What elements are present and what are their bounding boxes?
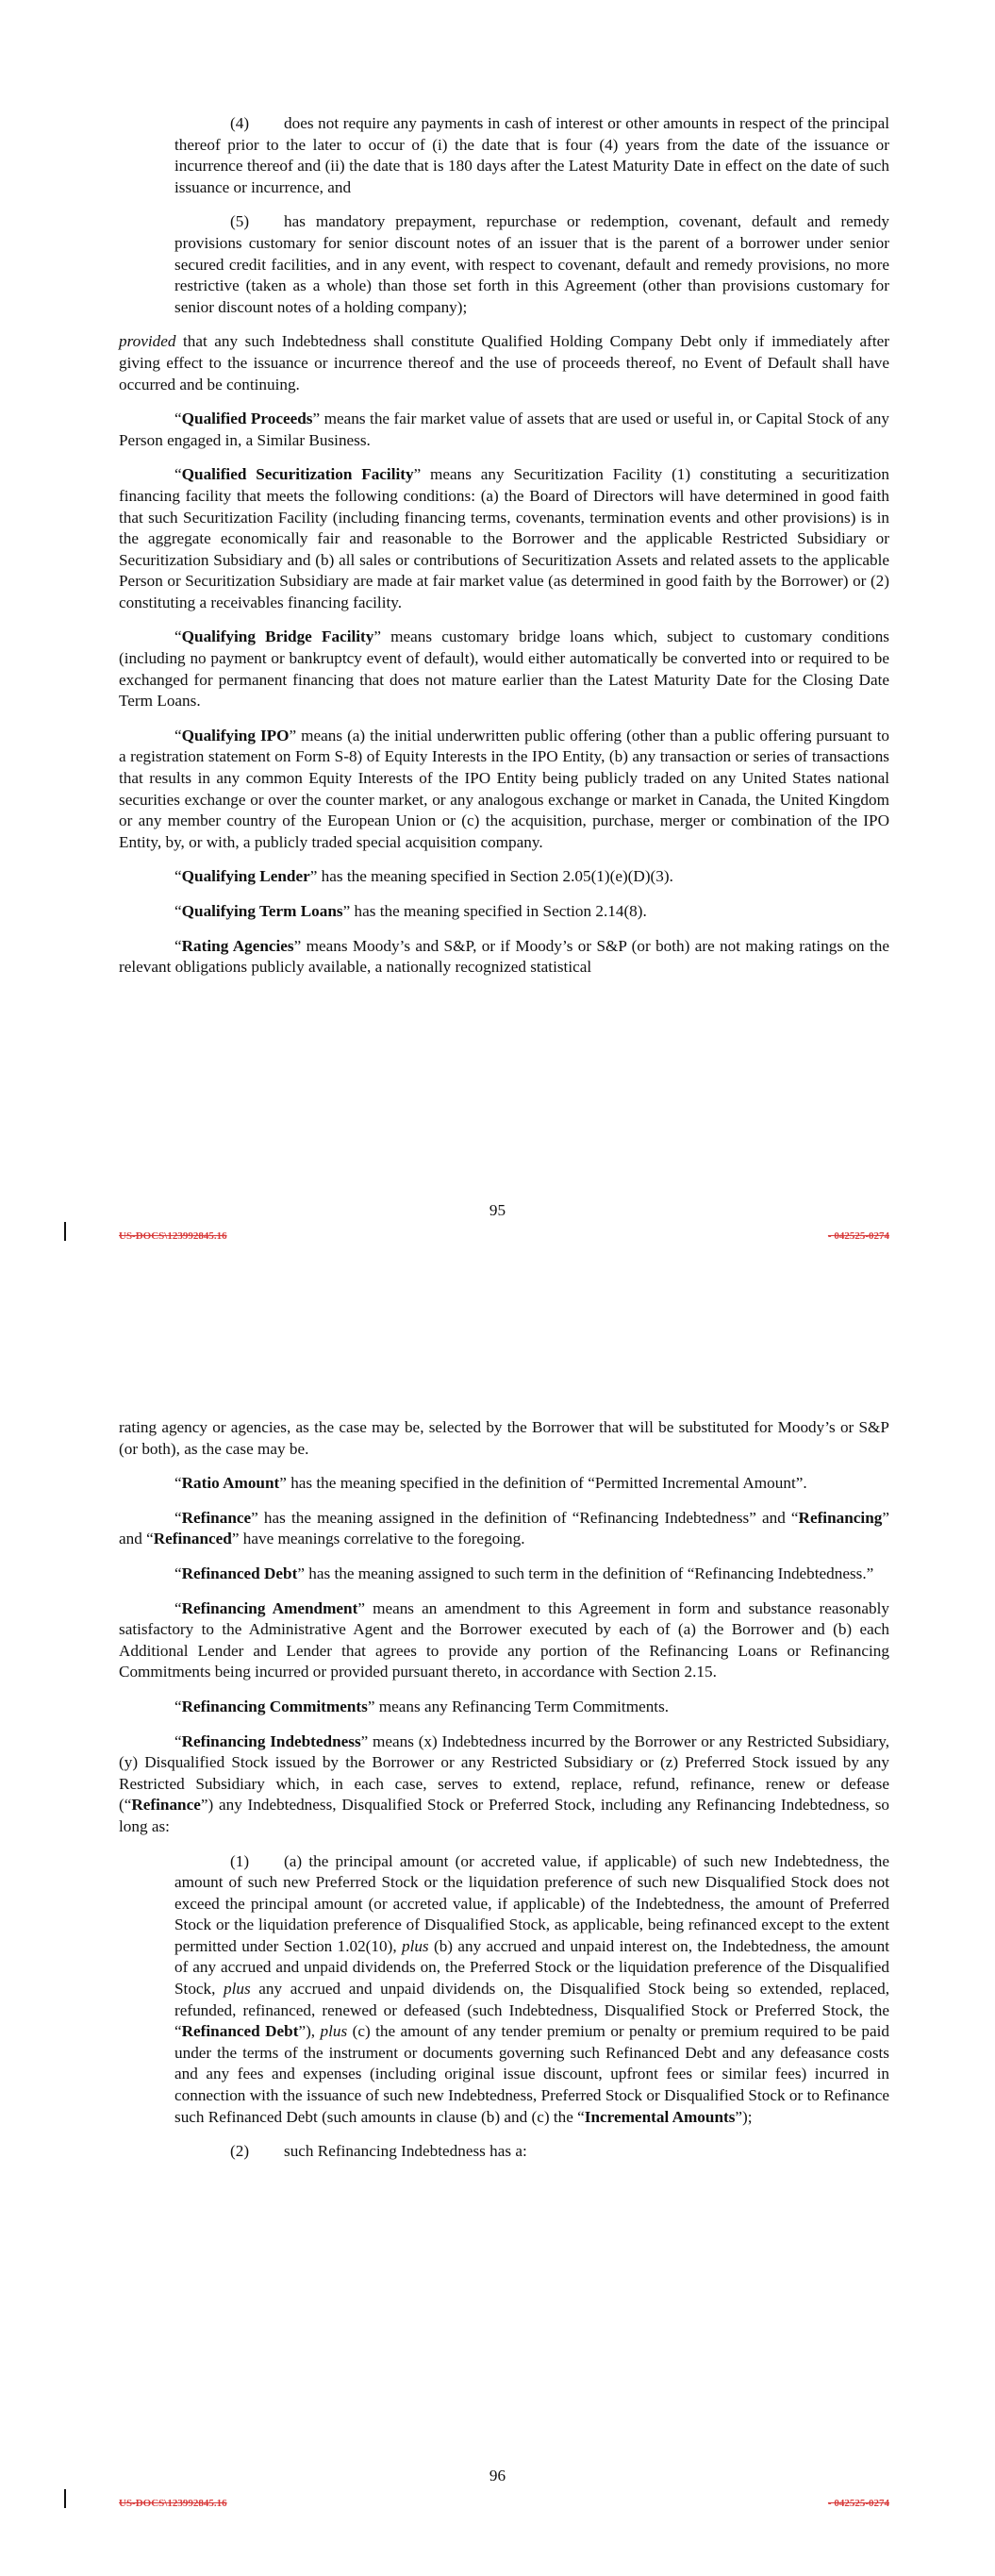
document-id: US-DOCS\123992845.16 xyxy=(119,2498,227,2509)
defined-term: Refinancing Commitments xyxy=(181,1697,368,1715)
defined-term: Rating Agencies xyxy=(181,936,294,955)
page-number: 96 xyxy=(489,2467,506,2484)
page-number: 95 xyxy=(489,1201,506,1219)
clause-text: does not require any payments in cash of interest or other amounts in respect of the principal thereof prior to the later to occur of (i) the date that is four (4) years from the date of the issuance or incurrence thereof and (ii) the date that is 180 days after the Latest Maturity Date in effect on the date of such issuance or incurrence, and xyxy=(174,114,889,196)
defined-term: Refinancing Amendment xyxy=(181,1598,358,1617)
change-bar xyxy=(64,1222,66,1241)
clause-text: has mandatory prepayment, repurchase or redemption, covenant, default and remedy provisions customary for senior discount notes of an issuer that is the parent of a borrower under senior secured credit facilities, and in any event, with respect to covenant, default and remedy provisions, no more restrictive (taken as a whole) than those set forth in this Agreement (other than provisions customary for senior discount notes of a holding company); xyxy=(174,212,889,316)
definition-text: ” means any Refinancing Term Commitments. xyxy=(367,1697,670,1715)
defined-term: Refinanced Debt xyxy=(181,1564,298,1582)
clause-5 xyxy=(174,211,889,318)
definition-text: ” has the meaning specified in Section 2.05(1)(e)(D)(3). xyxy=(309,867,673,886)
definition-qualified-securitization-facility: “Qualified Securitization Facility” means any Securitization Facility (1) constituting a securitization financing facility that meets the following conditions: (a) the Board of Directors will have determined in good faith that such Securitization Facility (including financing terms, covenants, termination events and other provisions) is in the aggregate economically fair and reasonable to the Borrower and the applicable Restricted Subsidiary or Securitization Subsidiary and (b) all sales or contributions of Securitization Assets and related assets to the applicable Person or Securitization Subsidiary are made at fair market value (as determined in good faith by the Borrower) or (2) constituting a receivables financing facility. xyxy=(119,465,889,611)
change-bar xyxy=(64,2489,66,2508)
definition-text: ” means (x) Indebtedness incurred by the Borrower or any Restricted Subsidiary, (y) Disqualified Stock issued by the Borrower or any Restricted Subsidiary or (z) Preferred Stock issued by any Restricted Subsidiary which, in each case, serves to extend, replace, refund, refinance, renew or defease (“ xyxy=(119,1731,890,1815)
definition-qualifying-term-loans: “Qualifying Term Loans” has the meaning specified in Section 2.14(8). xyxy=(174,902,647,920)
definition-text: ” means customary bridge loans which, subject to customary conditions (including no payment or bankruptcy event of default), would either automatically be converted into or required to be exchanged for permanent financing that does not mature earlier than the Latest Maturity Date for the Closing Date Term Loans. xyxy=(119,627,889,711)
definition-text: ” means the fair market value of assets that are used or useful in, or Capital Stock of any Person engaged in, a Similar Business. xyxy=(119,410,889,449)
clause-text: ”), xyxy=(298,2022,321,2041)
clause-text: ”); xyxy=(735,2107,753,2126)
definition-refinancing-amendment: “Refinancing Amendment” means an amendment to this Agreement in form and substance reasonably satisfactory to the Administrative Agent and the Borrower executed by each of (a) the Borrower and (b) each Additional Lender and Lender that agrees to provide any portion of the Refinancing Loans or Refinancing Commitments being incurred or provided pursuant thereto, in accordance with Section 2.15. xyxy=(119,1598,889,1681)
definition-qualified-proceeds: “Qualified Proceeds” means the fair market value of assets that are used or useful in, or Capital Stock of any Person engaged in, a Similar Business. xyxy=(119,410,889,449)
clause-number: (4) xyxy=(230,114,250,132)
page-footer xyxy=(0,2493,995,2512)
definition-text: ” have meanings correlative to the foregoing. xyxy=(231,1530,525,1548)
definition-refinance: “Refinance” has the meaning assigned in the definition of “Refinancing Indebtedness” and “Refinancing” and “Refinanced” have meanings correlative to the foregoing. xyxy=(119,1508,889,1548)
definition-text: ” has the meaning specified in the definition of “Permitted Incremental Amount”. xyxy=(279,1474,807,1493)
definition-text: ” means Moody’s and S&P, or if Moody’s or S&P (or both) are not making ratings on the relevant obligations publicly available, a nationally recognized statistical xyxy=(119,936,889,977)
definition-refinancing-indebtedness: “Refinancing Indebtedness” means (x) Indebtedness incurred by the Borrower or any Restricted Subsidiary, (y) Disqualified Stock issued by the Borrower or any Restricted Subsidiary or (z) Preferred Stock issued by any Restricted Subsidiary which, in each case, serves to extend, replace, refund, refinance, renew or defease (“Refinance”) any Indebtedness, Disqualified Stock or Preferred Stock, including any Refinancing Indebtedness, so long as: xyxy=(119,1731,890,1835)
page-footer xyxy=(0,1226,995,1245)
clause-text: (b) any accrued and unpaid interest on, the Indebtedness, the amount of any accrued and unpaid dividends on, the Preferred Stock or the liquidation preference of the Disqualified Stock, xyxy=(174,1936,890,1999)
defined-term: Incremental Amounts xyxy=(584,2107,736,2126)
plus-italic: plus xyxy=(401,1936,429,1955)
defined-term: Qualifying Lender xyxy=(181,867,310,886)
definition-qualifying-ipo: “Qualifying IPO” means (a) the initial underwritten public offering (other than a public offering pursuant to a registration statement on Form S-8) of Equity Interests in the IPO Entity, (b) any transaction or series of transactions that results in any common Equity Interests of the IPO Entity being publicly traded on any United States national securities exchange or over the counter market, or any analogous exchange or market in Canada, the United Kingdom or any member country of the European Union or (c) the acquisition, purchase, merger or combination of the IPO Entity, by, or with, a publicly traded special acquisition company. xyxy=(119,726,890,851)
document-id: US-DOCS\123992845.16 xyxy=(119,1230,227,1242)
defined-term: Qualifying IPO xyxy=(181,726,290,744)
clause-text: any accrued and unpaid dividends on, the Disqualified Stock being so extended, replaced, refunded, refinanced, renewed or defeased (such Indebtedness, Disqualified Stock or Preferred Stock, the “ xyxy=(174,1980,889,2041)
clause-text: (a) the principal amount (or accreted value, if applicable) of such new Indebtedness, the amount of such new Preferred Stock or the liquidation preference of such new Disqualified Stock does not exceed the principal amount (or accreted value, if applicable) of the Indebtedness, the amount of Preferred Stock or the liquidation preference of Disqualified Stock, as applicable, being refinanced except to the extent permitted under Section 1.02(10), xyxy=(174,1851,889,1955)
clause-1 xyxy=(174,1851,889,2129)
defined-term: Refinancing Indebtedness xyxy=(181,1731,361,1750)
defined-term: Refinanced xyxy=(153,1530,232,1548)
defined-term: Refinancing xyxy=(798,1508,883,1527)
definition-qualifying-bridge-facility: “Qualifying Bridge Facility” means customary bridge loans which, subject to customary conditions (including no payment or bankruptcy event of default), would either automatically be converted into or required to be exchanged for permanent financing that does not mature earlier than the Latest Maturity Date for the Closing Date Term Loans. xyxy=(119,627,889,711)
document-reference: - 042525-0274 xyxy=(827,1230,889,1242)
clause-text: such Refinancing Indebtedness has a: xyxy=(284,2142,527,2161)
clause-text: (c) the amount of any tender premium or penalty or premium required to be paid under the terms of the instrument or documents governing such Refinanced Debt and any defeasance costs and any fees and expenses (including original issue discount, upfront fees or similar fees) incurred in connection with the issuance of such new Indebtedness, Preferred Stock or Disqualified Stock or to Refinance such Refinanced Debt (such amounts in clause (b) and (c) the “ xyxy=(174,2022,889,2126)
clause-number: (5) xyxy=(230,212,250,231)
proviso-paragraph xyxy=(119,331,889,395)
page-body xyxy=(119,1417,889,2176)
defined-term: Ratio Amount xyxy=(181,1474,280,1493)
definition-text: ” has the meaning specified in Section 2.14(8). xyxy=(342,902,647,920)
definition-text: ” means an amendment to this Agreement in form and substance reasonably satisfactory to the Administrative Agent and the Borrower executed by each of (a) the Borrower and (b) each Additional Lender and Lender that agrees to provide any portion of the Refinancing Loans or Refinancing Commitments being incurred or provided pursuant thereto, in accordance with Section 2.15. xyxy=(119,1598,889,1681)
proviso-text: that any such Indebtedness shall constitute Qualified Holding Company Debt only if immediately after giving effect to the issuance or incurrence thereof and the use of proceeds thereof, no Event of Default shall have occurred and be continuing. xyxy=(119,332,889,393)
proviso-italic: provided xyxy=(119,332,176,351)
definition-ratio-amount: “Ratio Amount” has the meaning specified in the definition of “Permitted Incremental Amount”. xyxy=(174,1474,807,1493)
defined-term: Refinance xyxy=(131,1796,201,1815)
page-body xyxy=(119,113,889,992)
defined-term: Qualified Proceeds xyxy=(181,410,313,428)
definition-text: ” and “ xyxy=(119,1508,889,1548)
clause-2 xyxy=(174,2141,889,2163)
definition-text: ” means (a) the initial underwritten public offering (other than a public offering pursuant to a registration statement on Form S-8) of Equity Interests in the IPO Entity, (b) any transaction or series of transactions that results in any common Equity Interests of the IPO Entity being publicly traded on any United States national securities exchange or over the counter market, or any analogous exchange or market in Canada, the United Kingdom or any member country of the European Union or (c) the acquisition, purchase, merger or combination of the IPO Entity, by, or with, a publicly traded special acquisition company. xyxy=(119,726,890,851)
clause-number: (2) xyxy=(230,2142,250,2161)
defined-term: Refinance xyxy=(181,1508,252,1527)
plus-italic: plus xyxy=(224,1980,251,1999)
definition-text: ” has the meaning assigned to such term in the definition of “Refinancing Indebtedness.” xyxy=(297,1564,874,1582)
defined-term: Qualifying Bridge Facility xyxy=(181,627,374,646)
definition-refinancing-commitments: “Refinancing Commitments” means any Refinancing Term Commitments. xyxy=(174,1697,670,1715)
document-reference: - 042525-0274 xyxy=(827,2498,889,2509)
definition-qualifying-lender: “Qualifying Lender” has the meaning specified in Section 2.05(1)(e)(D)(3). xyxy=(174,867,673,886)
page-96 xyxy=(0,1264,995,2576)
continued-paragraph: rating agency or agencies, as the case may be, selected by the Borrower that will be substituted for Moody’s or S&P (or both), as the case may be. xyxy=(119,1418,889,1458)
page-95 xyxy=(0,0,995,1264)
definition-text: ”) any Indebtedness, Disqualified Stock or Preferred Stock, including any Refinancing Indebtedness, so long as: xyxy=(119,1796,889,1835)
clause-4 xyxy=(174,113,889,198)
definition-text: ” has the meaning assigned in the definition of “Refinancing Indebtedness” and “ xyxy=(251,1508,799,1527)
defined-term: Qualifying Term Loans xyxy=(181,902,343,920)
defined-term: Refinanced Debt xyxy=(181,2022,299,2041)
definition-rating-agencies: “Rating Agencies” means Moody’s and S&P, or if Moody’s or S&P (or both) are not making ratings on the relevant obligations publicly available, a nationally recognized statistical xyxy=(119,936,889,977)
clause-number: (1) xyxy=(230,1851,250,1870)
defined-term: Qualified Securitization Facility xyxy=(181,465,414,484)
definition-refinanced-debt: “Refinanced Debt” has the meaning assigned to such term in the definition of “Refinancing Indebtedness.” xyxy=(174,1564,874,1582)
plus-italic: plus xyxy=(320,2022,348,2041)
definition-text: ” means any Securitization Facility (1) constituting a securitization financing facility that meets the following conditions: (a) the Board of Directors will have determined in good faith that such Securitization Facility (including financing terms, covenants, termination events and other provisions) is in the aggregate economically fair and reasonable to the Borrower and the applicable Restricted Subsidiary or Securitization Subsidiary and (b) all sales or contributions of Securitization Assets and related assets to the applicable Person or Securitization Subsidiary are made at fair market value (as determined in good faith by the Borrower) or (2) constituting a receivables financing facility. xyxy=(119,465,889,611)
